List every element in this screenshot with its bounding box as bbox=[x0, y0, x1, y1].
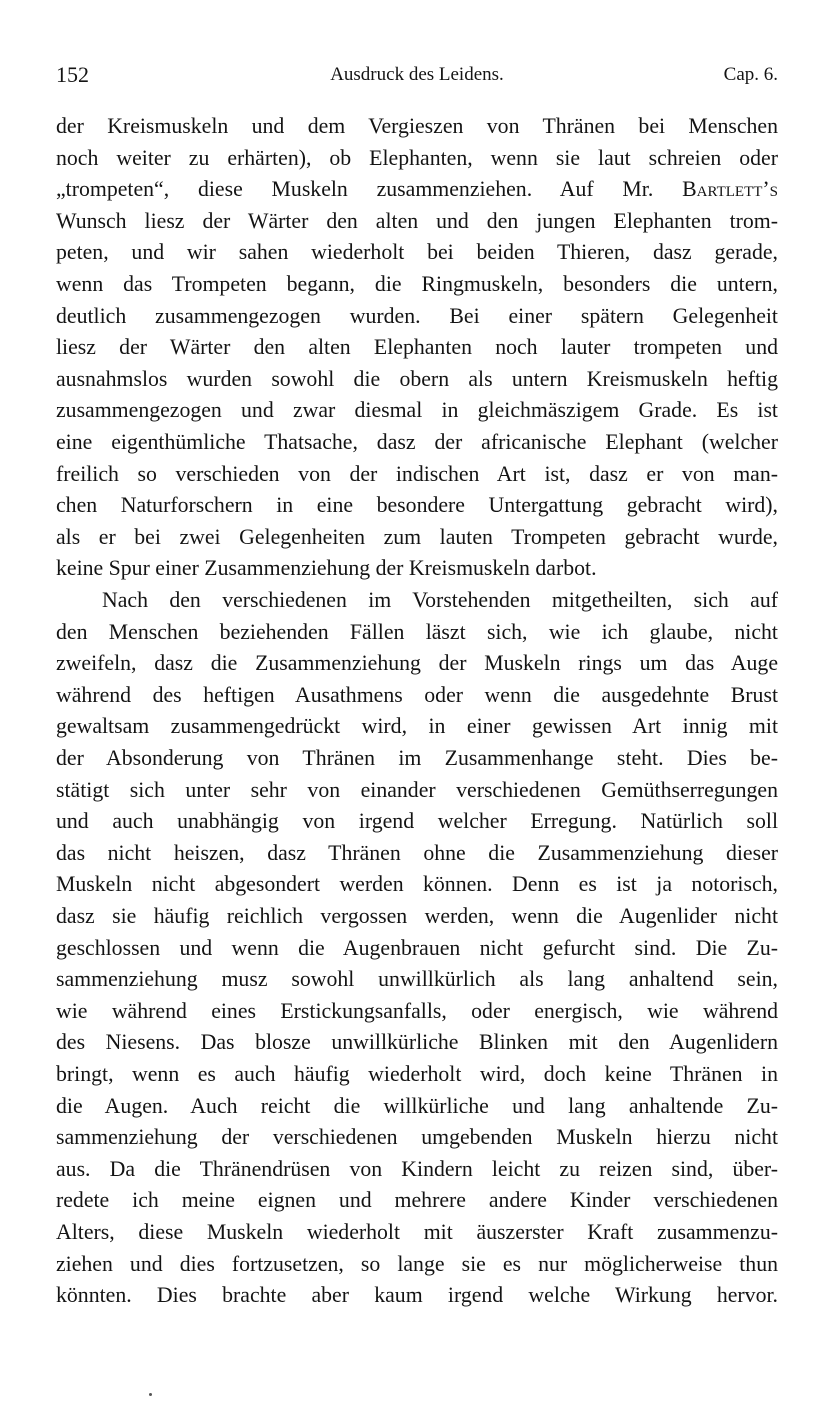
text-line: noch weiter zu erhärten), ob Elephanten, wenn sie laut schreien oder bbox=[56, 145, 778, 170]
text-line: sammenziehung der verschiedenen umgebenden Muskeln hierzu nicht bbox=[56, 1125, 778, 1150]
text-line: wenn das Trompeten begann, die Ringmuskeln, besonders die untern, bbox=[56, 272, 778, 296]
text-line: während des heftigen Ausathmens oder wenn die ausgedehnte Brust bbox=[56, 682, 778, 707]
text-line: keine Spur einer Zusammenziehung der Kreismuskeln darbot. bbox=[56, 556, 597, 581]
running-title: Ausdruck des Leidens. bbox=[330, 64, 504, 85]
text-line: könnten. Dies brachte aber kaum irgend welche Wirkung hervor. bbox=[56, 1283, 778, 1308]
text-line: gewaltsam zusammengedrückt wird, in einer gewissen Art innig mit bbox=[56, 714, 778, 739]
text-line: der Absonderung von Thränen im Zusammenhange steht. Dies be- bbox=[56, 746, 778, 770]
text-line: zusammengezogen und zwar diesmal in gleichmäszigem Grade. Es ist bbox=[56, 398, 778, 423]
author-name: Bartlett’s bbox=[682, 177, 778, 202]
text-line: sammenziehung musz sowohl unwillkürlich als lang anhaltend sein, bbox=[56, 967, 778, 992]
text-line: ausnahmslos wurden sowohl die obern als untern Kreismuskeln heftig bbox=[56, 366, 778, 391]
text-line: bringt, wenn es auch häufig wiederholt wird, doch keine Thränen in bbox=[56, 1062, 778, 1086]
chapter-label: Cap. 6. bbox=[723, 64, 778, 85]
text-line: Nach den verschiedenen im Vorstehenden mitgetheilten, sich auf bbox=[102, 588, 778, 612]
text-line: die Augen. Auch reicht die willkürliche und lang anhaltende Zu- bbox=[56, 1093, 778, 1118]
text-line: das nicht heiszen, dasz Thränen ohne die Zusammenziehung dieser bbox=[56, 840, 778, 865]
text-line: liesz der Wärter den alten Elephanten noch lauter trompeten und bbox=[56, 335, 778, 360]
running-header bbox=[56, 60, 778, 90]
text-line: als er bei zwei Gelegenheiten zum lauten Trompeten gebracht wurde, bbox=[56, 524, 778, 549]
text-line: den Menschen beziehenden Fällen läszt sich, wie ich glaube, nicht bbox=[56, 619, 778, 644]
ink-speck bbox=[149, 1393, 152, 1396]
text-line: des Niesens. Das blosze unwillkürliche Blinken mit den Augenlidern bbox=[56, 1030, 778, 1055]
text-line: zweifeln, dasz die Zusammenziehung der Muskeln rings um das Auge bbox=[56, 651, 778, 676]
text-line: deutlich zusammengezogen wurden. Bei einer spätern Gelegenheit bbox=[56, 303, 778, 328]
text-line: redete ich meine eignen und mehrere andere Kinder verschiedenen bbox=[56, 1188, 778, 1213]
text-line: eine eigenthümliche Thatsache, dasz der africanische Elephant (welcher bbox=[56, 430, 778, 454]
text-line: chen Naturforschern in eine besondere Untergattung gebracht wird), bbox=[56, 493, 778, 518]
text-line: aus. Da die Thränendrüsen von Kindern leicht zu reizen sind, über- bbox=[56, 1156, 778, 1181]
text-line bbox=[56, 173, 778, 205]
text-line: der Kreismuskeln und dem Vergieszen von Thränen bei Menschen bbox=[56, 114, 778, 138]
text-line: dasz sie häufig reichlich vergossen werden, wenn die Augenlider nicht bbox=[56, 904, 778, 928]
text-line: wie während eines Erstickungsanfalls, oder energisch, wie während bbox=[56, 998, 778, 1023]
text-line: Muskeln nicht abgesondert werden können. Denn es ist ja notorisch, bbox=[56, 872, 778, 897]
text-line: stätigt sich unter sehr von einander verschiedenen Gemüthserregungen bbox=[56, 777, 778, 802]
text-line: geschlossen und wenn die Augenbrauen nicht gefurcht sind. Die Zu- bbox=[56, 935, 778, 960]
text-line: und auch unabhängig von irgend welcher Erregung. Natürlich soll bbox=[56, 809, 778, 834]
text-line: Alters, diese Muskeln wiederholt mit äuszerster Kraft zusammenzu- bbox=[56, 1220, 778, 1244]
text-line: peten, und wir sahen wiederholt bei beiden Thieren, dasz gerade, bbox=[56, 240, 778, 265]
text-line: freilich so verschieden von der indischen Art ist, dasz er von man- bbox=[56, 461, 778, 486]
page-number: 152 bbox=[56, 62, 89, 87]
text-run: „trompeten“, diese Muskeln zusammenziehen. Auf Mr. bbox=[56, 177, 683, 202]
text-line: Wunsch liesz der Wärter den alten und den jungen Elephanten trom- bbox=[56, 208, 778, 233]
text-line: ziehen und dies fortzusetzen, so lange sie es nur möglicherweise thun bbox=[56, 1251, 778, 1276]
